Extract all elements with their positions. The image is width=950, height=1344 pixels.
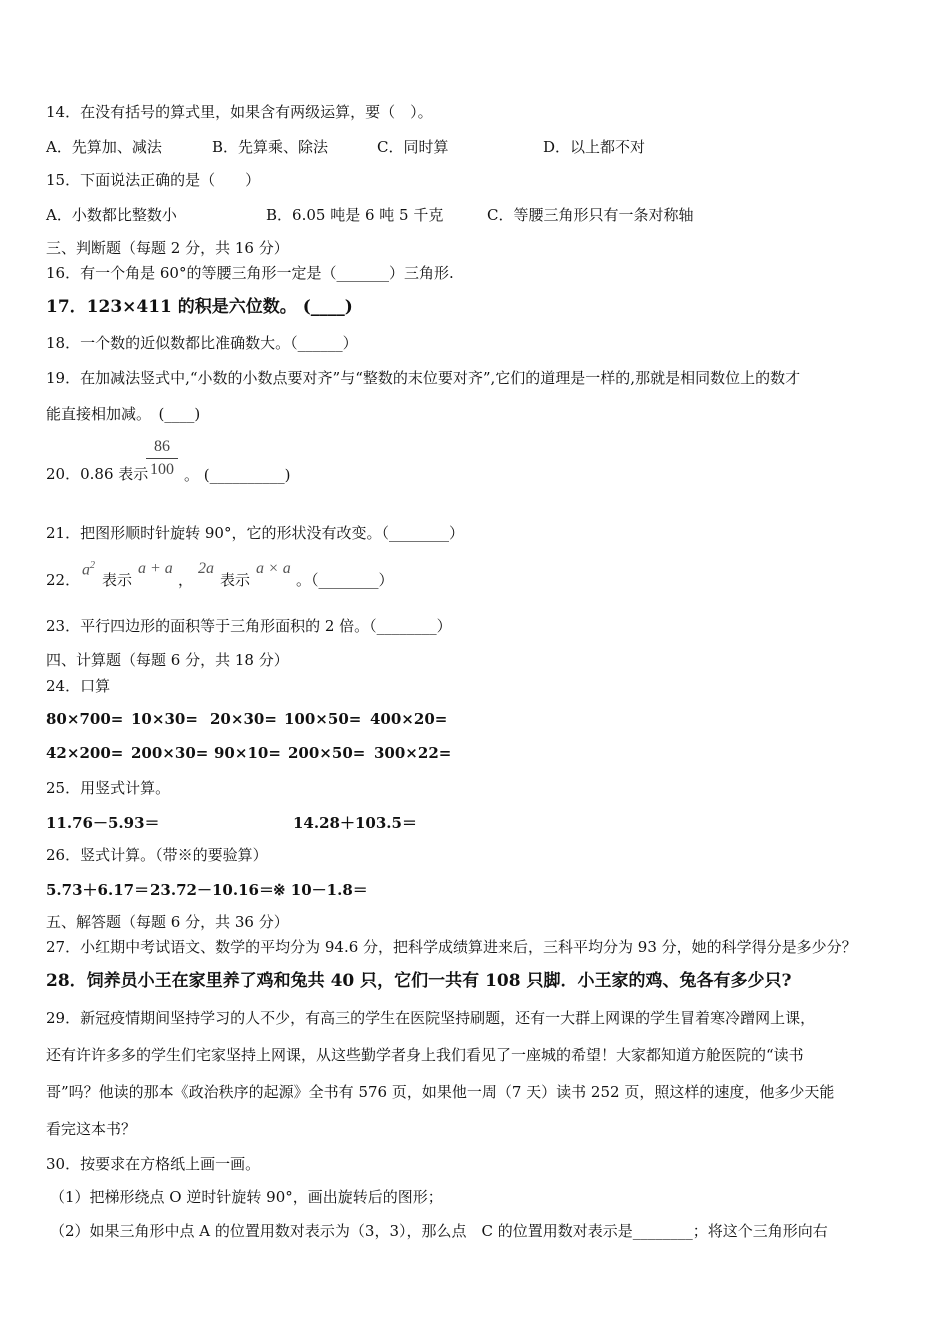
- vertical-calc-1: 11.76－5.93＝: [46, 814, 160, 832]
- q15-option-b: B．6.05 吨是 6 吨 5 千克: [266, 206, 444, 224]
- oral-calc-5: 400×20=: [370, 710, 448, 728]
- question-22-number: 22．: [46, 571, 81, 589]
- question-20-suffix: 。 (__________): [184, 466, 291, 484]
- fraction-86-100: [146, 438, 178, 479]
- oral-calc-7: 200×30=: [131, 744, 209, 762]
- word-represents-2: 表示: [220, 571, 251, 589]
- question-14: 14．在没有括号的算式里，如果含有两级运算，要（ ）。: [46, 103, 433, 121]
- question-24-title: 24．口算: [46, 677, 111, 695]
- section-5-heading: 五、解答题（每题 6 分，共 36 分）: [46, 913, 289, 931]
- oral-calc-3: 20×30=: [210, 710, 277, 728]
- oral-calc-6: 42×200=: [46, 744, 124, 762]
- question-16: 16．有一个角是 60°的等腰三角形一定是（_______）三角形.: [46, 264, 454, 282]
- expr-a-plus-a: a + a: [138, 560, 173, 577]
- section-3-heading: 三、判断题（每题 2 分，共 16 分）: [46, 239, 289, 257]
- oral-calc-9: 200×50=: [288, 744, 366, 762]
- oral-calc-8: 90×10=: [214, 744, 281, 762]
- question-21: 21．把图形顺时针旋转 90°，它的形状没有改变。（________）: [46, 524, 464, 542]
- question-19-line-1: 19．在加减法竖式中,“小数的小数点要对齐”与“整数的末位要对齐”,它们的道理是一样的,那就是相同数位上的数才: [46, 369, 801, 387]
- question-27: 27．小红期中考试语文、数学的平均分为 94.6 分，把科学成绩算进来后，三科平均分为 93 分，她的科学得分是多少分？: [46, 938, 857, 956]
- question-30-title: 30．按要求在方格纸上画一画。: [46, 1155, 261, 1173]
- vertical-calc-5: ※ 10－1.8＝: [273, 881, 368, 899]
- q14-option-a: A．先算加、减法: [46, 138, 162, 156]
- question-22-suffix: 。（________）: [296, 571, 394, 589]
- q14-option-c: C．同时算: [377, 138, 449, 156]
- question-29-line-2: 还有许许多多的学生们宅家坚持上网课，从这些勤学者身上我们看见了一座城的希望！大家都知道方舱医院的“读书: [46, 1046, 804, 1064]
- q22-separator: ，: [178, 571, 194, 589]
- word-represents-1: 表示: [102, 571, 133, 589]
- question-23: 23．平行四边形的面积等于三角形面积的 2 倍。（________）: [46, 617, 452, 635]
- question-29-line-3: 哥”吗？他读的那本《政治秩序的起源》全书有 576 页，如果他一周（7 天）读书 252 页，照这样的速度，他多少天能: [46, 1083, 835, 1101]
- expr-a-times-a: a × a: [256, 560, 291, 577]
- vertical-calc-3: 5.73＋6.17＝: [46, 881, 150, 899]
- vertical-calc-4: 23.72－10.16＝: [150, 881, 274, 899]
- oral-calc-2: 10×30=: [131, 710, 198, 728]
- question-30-part-1: （1）把梯形绕点 O 逆时针旋转 90°，画出旋转后的图形；: [50, 1188, 443, 1206]
- q15-option-c: C．等腰三角形只有一条对称轴: [487, 206, 694, 224]
- fraction-denominator: 100: [150, 461, 174, 478]
- question-15: 15．下面说法正确的是（ ）: [46, 171, 261, 189]
- question-28: 28．饲养员小王在家里养了鸡和兔共 40 只，它们一共有 108 只脚．小王家的鸡、兔各有多少只?: [46, 971, 792, 991]
- question-29-line-4: 看完这本书？: [46, 1120, 137, 1138]
- oral-calc-1: 80×700=: [46, 710, 124, 728]
- question-29-line-1: 29．新冠疫情期间坚持学习的人不少，有高三的学生在医院坚持刷题，还有一大群上网课的学生冒着寒冷蹭网上课，: [46, 1009, 816, 1027]
- section-4-heading: 四、计算题（每题 6 分，共 18 分）: [46, 651, 289, 669]
- question-18: 18．一个数的近似数都比准确数大。（______）: [46, 334, 358, 352]
- question-25-title: 25．用竖式计算。: [46, 779, 171, 797]
- vertical-calc-2: 14.28＋103.5＝: [293, 814, 417, 832]
- oral-calc-10: 300×22=: [374, 744, 452, 762]
- question-19-line-2: 能直接相加减。 (____): [46, 405, 201, 423]
- fraction-bar: [146, 458, 178, 459]
- expr-2a: 2a: [198, 560, 214, 577]
- oral-calc-4: 100×50=: [284, 710, 362, 728]
- question-30-part-2: （2）如果三角形中点 A 的位置用数对表示为（3，3），那么点 C 的位置用数对表示是________；将这个三角形向右: [50, 1222, 828, 1240]
- q14-option-d: D．以上都不对: [543, 138, 646, 156]
- question-17: 17．123×411 的积是六位数。 (____): [46, 297, 353, 317]
- question-26-title: 26．竖式计算。（带※的要验算）: [46, 846, 268, 864]
- expr-a-squared: $a^2$: [82, 560, 95, 579]
- q15-option-a: A．小数都比整数小: [46, 206, 177, 224]
- fraction-numerator: 86: [154, 438, 170, 455]
- q14-option-b: B．先算乘、除法: [212, 138, 329, 156]
- question-20-prefix: 20．0.86 表示: [46, 465, 149, 483]
